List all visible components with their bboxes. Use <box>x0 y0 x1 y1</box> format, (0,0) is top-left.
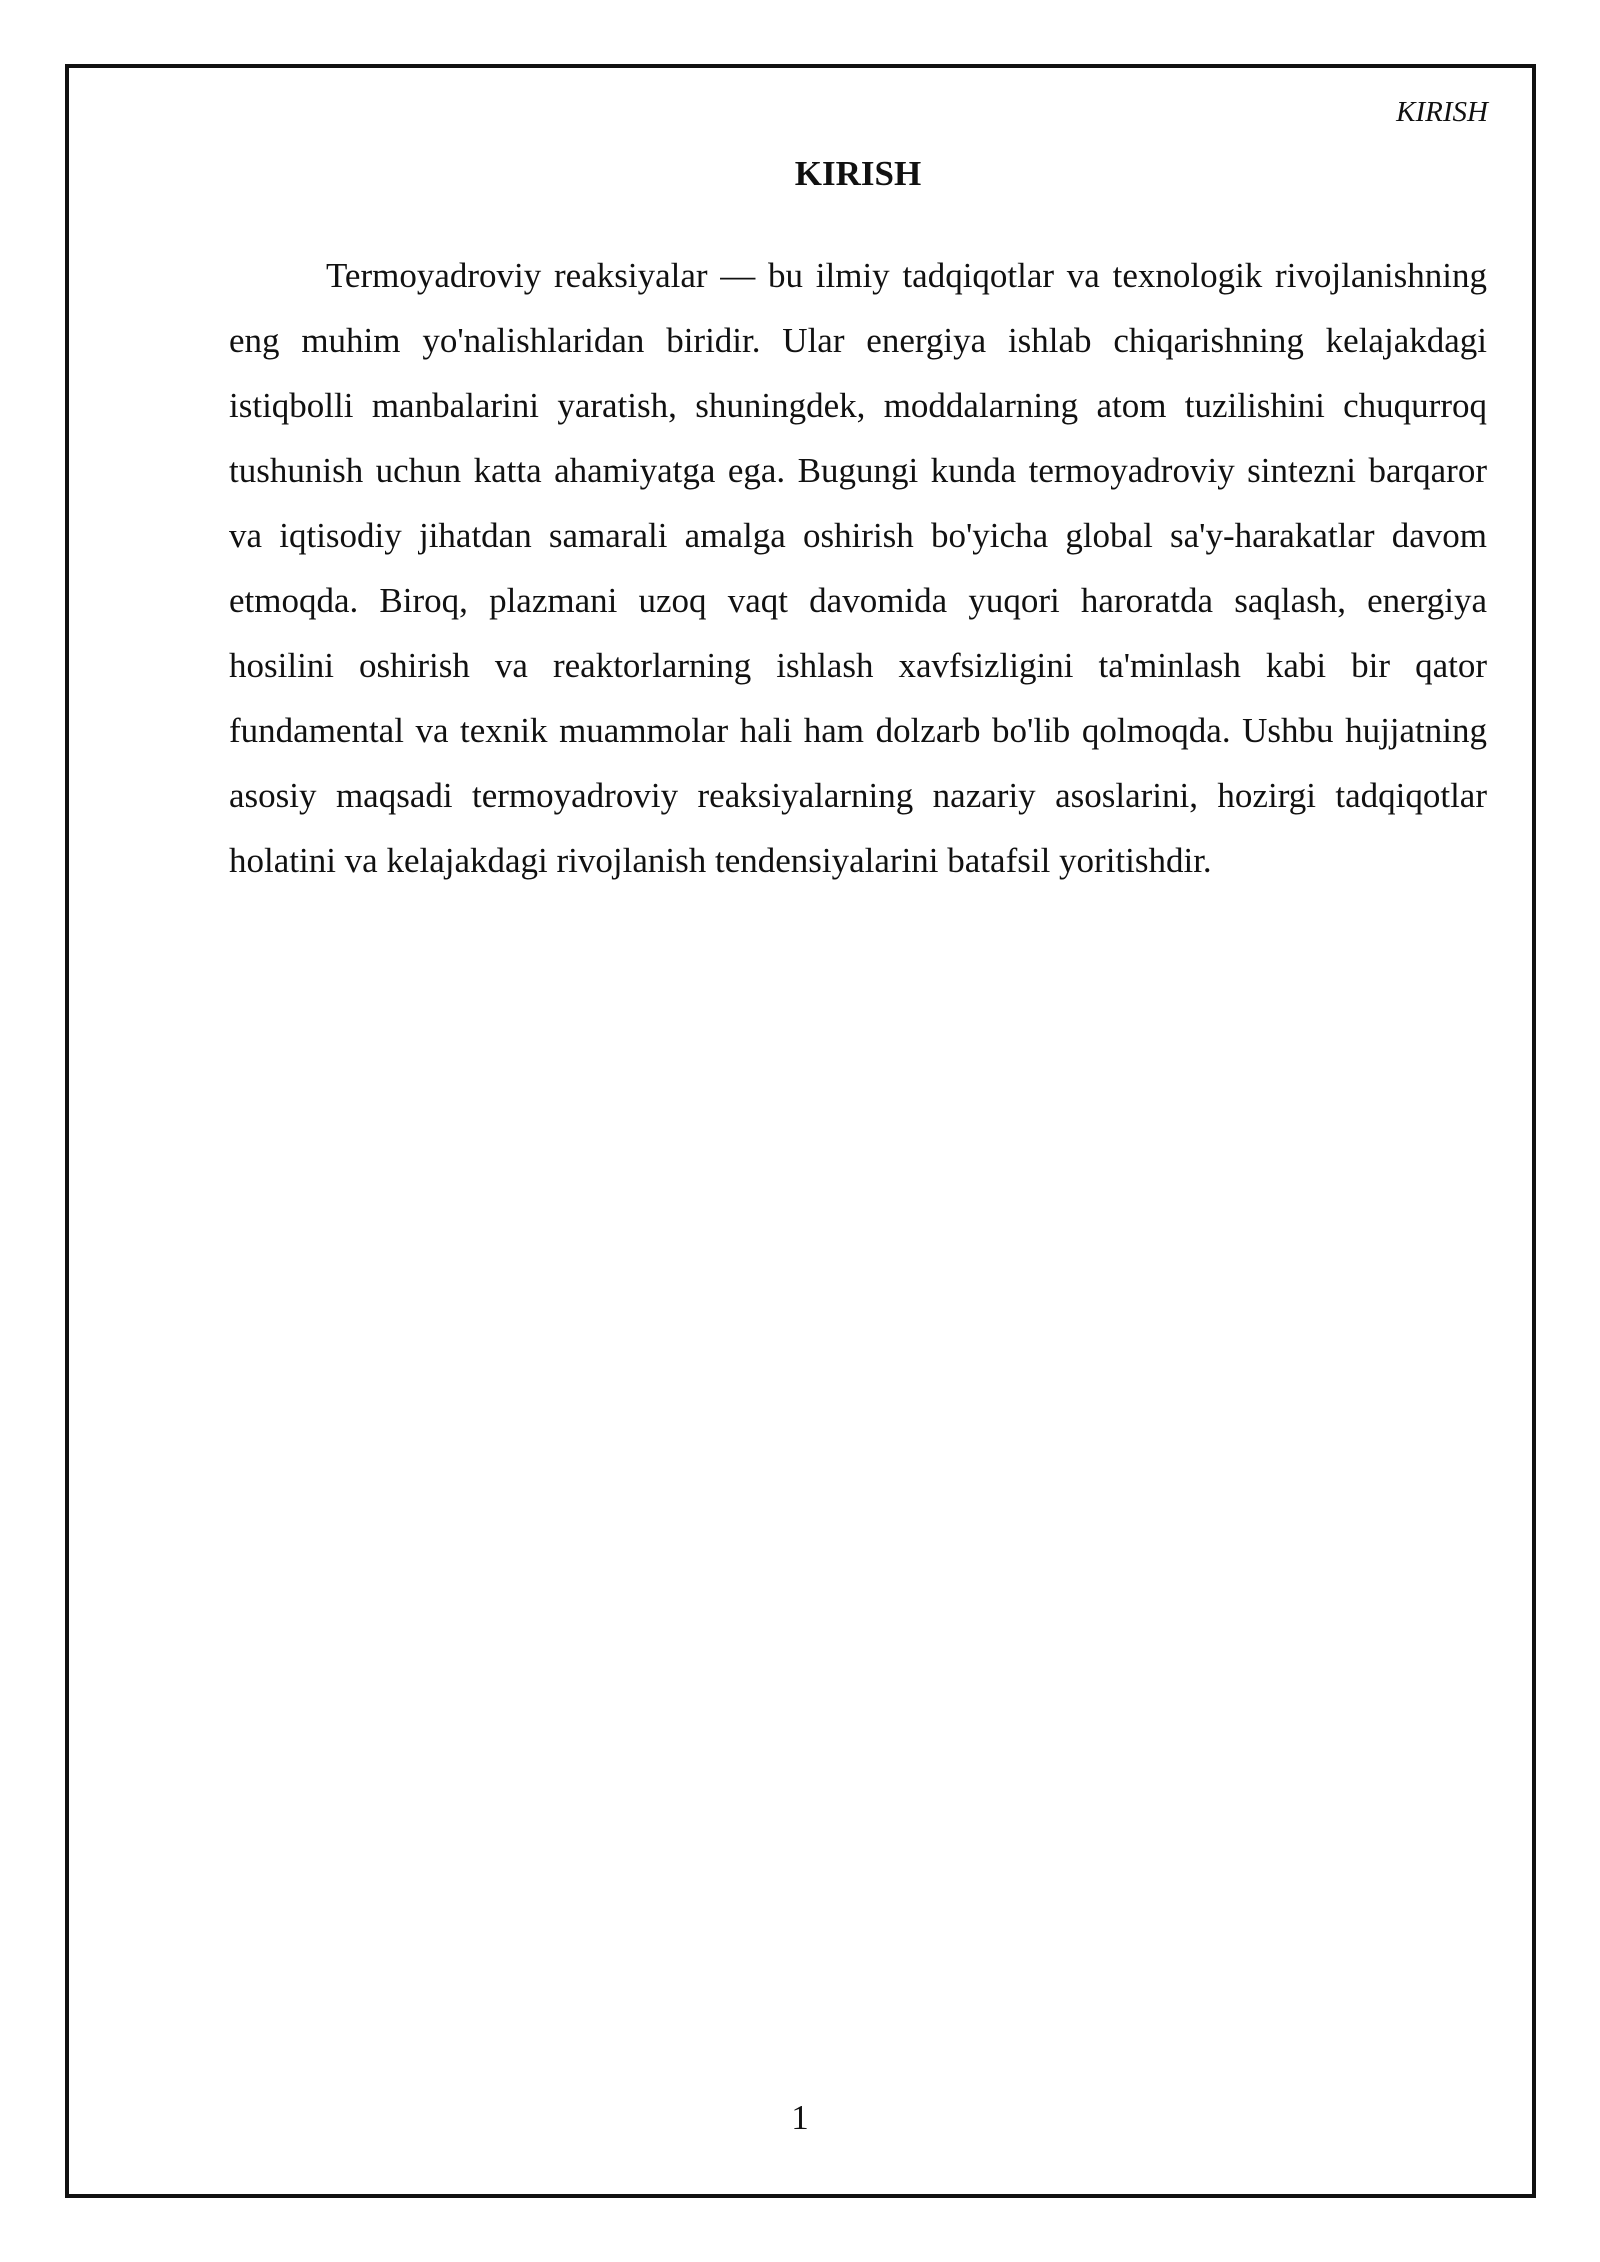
body-paragraph: Termoyadroviy reaksiyalar — bu ilmiy tadqiqotlar va texnologik rivojlanishning eng muhim yo'nalishlaridan biridir. Ular energiya ishlab chiqarishning kelajakdagi istiqbolli manbalarini yaratish, shuningdek, moddalarning atom tuzilishini chuqurroq tushunish uchun katta ahamiyatga ega. Bugungi kunda termoyadroviy sintezni barqaror va iqtisodiy jihatdan samarali amalga oshirish bo'yicha global sa'y-harakatlar davom etmoqda. Biroq, plazmani uzoq vaqt davomida yuqori haroratda saqlash, energiya hosilini oshirish va reaktorlarning ishlash xavfsizligini ta'minlash kabi bir qator fundamental va texnik muammolar hali ham dolzarb bo'lib qolmoqda. Ushbu hujjatning asosiy maqsadi termoyadroviy reaksiyalarning nazariy asoslarini, hozirgi tadqiqotlar holatini va kelajakdagi rivojlanish tendensiyalarini batafsil yoritishdir. <box>229 256 1487 880</box>
running-header: KIRISH <box>1396 96 1488 128</box>
page-number: 1 <box>791 2098 809 2137</box>
page-title: KIRISH <box>794 154 922 193</box>
